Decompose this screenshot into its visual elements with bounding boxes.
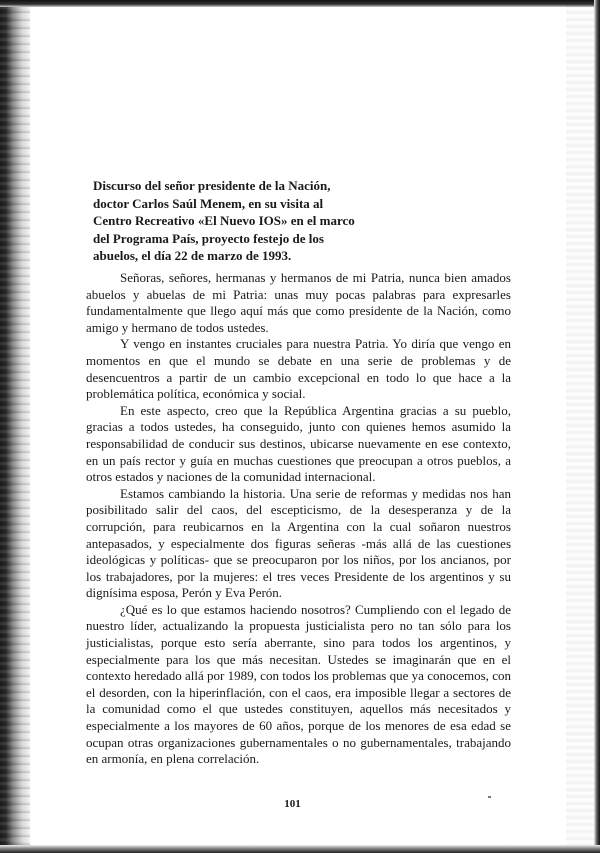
body-paragraph: Señoras, señores, hermanas y hermanos de mi Patria, nunca bien amados abuelos y abuelas de mi Patria: unas muy pocas palabras para expresarles fundamentalmente que llego aquí más que como presidente de la Nación, como amigo y hermano de todos ustedes.	[86, 270, 511, 335]
title-line: abuelos, el día 22 de marzo de 1993.	[93, 248, 292, 263]
body-paragraph: Estamos cambiando la historia. Una serie de reformas y medidas nos han posibilitado salir del caos, del escepticismo, de la desesperanza y de la corrupción, para reubicarnos en la Argentina con la cual soñaron nuestros antepasados, y especialmente dos figuras señeras -más allá de las cuestiones ideológicas y políticas- que se preocuparon por los niños, por los ancianos, por los trabajadores, por la mujeres: el tres veces Presidente de los argentinos y su dignísima esposa, Perón y Eva Perón.	[86, 485, 511, 601]
page-number: 101	[284, 798, 301, 810]
title-line: Discurso del señor presidente de la Nación,	[93, 178, 331, 193]
body-paragraph: En este aspecto, creo que la República Argentina gracias a su pueblo, gracias a todos ustedes, ha conseguido, junto con quienes hemos asumido la responsabilidad de conducir sus destinos, ubicarse nuevamente en ese contexto, en un país rector y guía en muchas cuestiones que preocupan a otros pueblos, a otros estados y naciones de la comunidad internacional.	[86, 402, 511, 485]
scan-edge-bottom	[0, 845, 600, 853]
scan-edge-top	[0, 0, 600, 7]
speech-body	[86, 270, 511, 768]
speech-title	[93, 177, 393, 265]
scan-edge-right-texture	[566, 0, 594, 853]
body-paragraph: ¿Qué es lo que estamos haciendo nosotros? Cumpliendo con el legado de nuestro líder, actualizando la propuesta justicialista pero no tan sólo para los justicialistas, porque esto sería aberrante, sino para todos los argentinos, y especialmente para los que más necesitan. Ustedes se imaginarán que en el contexto heredado allá por 1989, con todos los problemas que ya conocemos, con el desorden, con la hiperinflación, con el caos, era imposible llegar a sectores de la comunidad como el que ustedes constituyen, aquellos más necesitados y especialmente a los mayores de 60 años, porque de los menores de esa edad se ocupan otras organizaciones gubernamentales o no gubernamentales, trabajando en armonía, en plena correlación.	[86, 601, 511, 767]
body-paragraph: Y vengo en instantes cruciales para nuestra Patria. Yo diría que vengo en momentos en que el mundo se debate en una serie de problemas y de desencuentros a partir de un cambio excepcional en todo lo que hace a la problemática política, económica y social.	[86, 336, 511, 402]
scan-edge-right	[594, 0, 600, 853]
title-line: Centro Recreativo «El Nuevo IOS» en el marco	[93, 213, 355, 228]
title-line: del Programa País, proyecto festejo de los	[93, 230, 324, 246]
scan-edge-left-texture	[0, 0, 30, 853]
title-line: doctor Carlos Saúl Menem, en su visita al	[93, 195, 324, 211]
